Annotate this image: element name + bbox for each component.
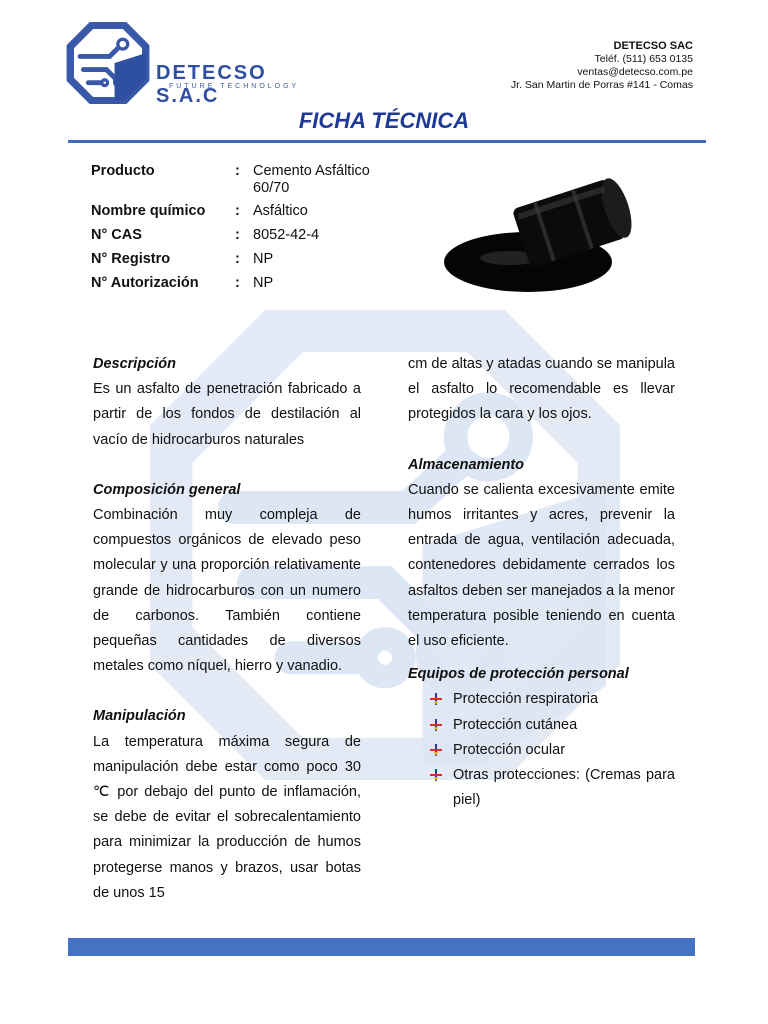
spec-colon: :: [235, 203, 240, 219]
cross-arrow-bullet-icon: [430, 744, 442, 756]
section-heading: Descripción: [93, 356, 176, 372]
contact-company: DETECSO SAC: [613, 40, 693, 52]
spec-value: Cemento Asfáltico 60/70: [253, 163, 370, 196]
section-heading: Almacenamiento: [408, 456, 525, 473]
section-descripcion: [93, 352, 361, 453]
section-text: Combinación muy compleja de compuestos orgánicos de elevado peso molecular y una proporción relativamente grande de hidrocarburos con un numero de carbonos. También contiene pequeñas cantidades de diversos metales como níquel, hierro y vanadio.: [93, 507, 361, 675]
section-almacenamiento: [408, 453, 675, 655]
section-manipulacion-continued: [408, 352, 675, 428]
spec-value: 8052-42-4: [253, 227, 320, 243]
list-item-text: Protección ocular: [453, 741, 566, 758]
spec-colon: :: [235, 275, 240, 291]
title-divider: [68, 140, 706, 143]
spec-label: N° Registro: [91, 251, 171, 267]
section-composicion: [93, 478, 361, 680]
list-item: [430, 738, 675, 763]
logo-wordmark: DETECSO S.A.C: [156, 62, 267, 107]
spec-colon: :: [235, 227, 240, 243]
list-item: [430, 763, 675, 813]
spec-value: NP: [253, 275, 274, 291]
section-text: Cuando se calienta excesivamente emite humos irritantes y acres, prevenir la entrada de agua, ventilación adecuada, contenedores debidamente cerrados los asfaltos deben ser manejados a la menor temperatura posible teniendo en cuenta el uso eficiente.: [408, 481, 675, 650]
cross-arrow-bullet-icon: [430, 769, 442, 781]
contact-phone: Teléf. (511) 653 0135: [594, 53, 693, 65]
cross-arrow-bullet-icon: [430, 693, 442, 705]
spec-colon: :: [235, 163, 240, 179]
list-item-text: Protección respiratoria: [453, 691, 599, 708]
list-item: [430, 687, 675, 712]
list-item-text: Otras protecciones: (Cremas para piel): [453, 767, 675, 809]
contact-email: ventas@detecso.com.pe: [577, 66, 693, 78]
spec-label: N° CAS: [91, 227, 142, 243]
spec-colon: :: [235, 251, 240, 267]
section-heading: Composición general: [93, 481, 241, 498]
list-item-text: Protección cutánea: [453, 716, 578, 733]
company-logo: [66, 22, 316, 107]
asphalt-barrel-spill-image: [440, 170, 640, 300]
left-column: [93, 352, 361, 931]
section-text: La temperatura máxima segura de manipulación debe estar como poco 30 ℃ por debajo del punto de inflamación, se debe de evitar el sobrecalentamiento para minimizar la producción de humos protegerse manos y brazos, usar botas de unos 15: [93, 733, 361, 901]
contact-address: Jr. San Martin de Porras #141 - Comas: [510, 79, 693, 91]
section-equipos: [408, 662, 675, 813]
footer-bar: [68, 938, 695, 956]
spec-value: NP: [253, 251, 274, 267]
section-manipulacion: [93, 704, 361, 906]
section-heading: Equipos de protección personal: [408, 666, 629, 683]
spec-label: Nombre químico: [91, 203, 206, 219]
spec-label: N° Autorización: [91, 275, 199, 291]
cross-arrow-bullet-icon: [430, 719, 442, 731]
spec-label: Producto: [91, 163, 155, 179]
page-title: FICHA TÉCNICA: [298, 108, 470, 133]
circuit-hexagon-logo-icon: [66, 22, 150, 104]
ppe-list: [408, 687, 675, 813]
section-text: Es un asfalto de penetración fabricado a partir de los fondos de destilación al vacío de hidrocarburos naturales: [93, 381, 361, 448]
contact-block: [511, 40, 693, 92]
section-text: cm de altas y atadas cuando se manipula el asfalto lo recomendable es llevar protegidos la cara y los ojos.: [408, 356, 675, 423]
spec-value: Asfáltico: [253, 203, 308, 219]
right-column: [408, 352, 675, 838]
section-heading: Manipulación: [93, 708, 186, 725]
list-item: [430, 713, 675, 738]
logo-tagline: FUTURE TECHNOLOGY: [169, 83, 300, 90]
